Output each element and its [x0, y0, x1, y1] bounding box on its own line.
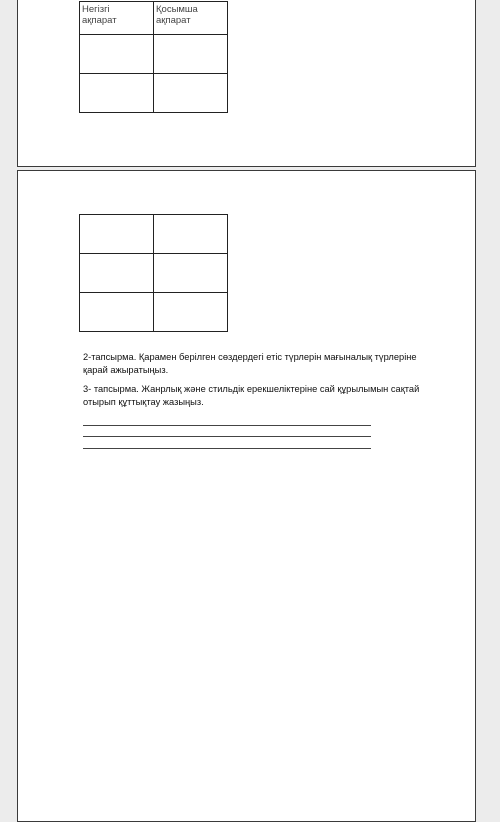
table-cell[interactable] [154, 215, 228, 254]
worksheet-page-2 [17, 170, 476, 822]
table-cell[interactable] [154, 254, 228, 293]
table-row [80, 293, 228, 332]
table-cell[interactable] [80, 74, 154, 113]
table-row [80, 74, 228, 113]
table-row [80, 35, 228, 74]
header-main-info-label: Негізгі ақпарат [82, 4, 117, 26]
table-cell[interactable] [80, 293, 154, 332]
worksheet-page-1 [17, 0, 476, 167]
task-3-instruction: 3- тапсырма. Жанрлық және стильдік ерекшеліктеріне сай құрылымын сақтай отырып құттықтау жазыңыз. [83, 384, 420, 407]
table-cell[interactable] [80, 254, 154, 293]
table-cell[interactable] [154, 35, 228, 74]
table-header-row [80, 2, 228, 35]
task-2-instruction: 2-тапсырма. Қарамен берілген сөздердегі етіс түрлерін мағыналық түрлеріне қарай ажыратыңыз. [83, 352, 417, 375]
table-cell[interactable] [154, 293, 228, 332]
table-row [80, 215, 228, 254]
info-table [79, 1, 228, 113]
empty-grid-table [79, 214, 228, 332]
table-cell[interactable] [154, 74, 228, 113]
answer-line[interactable] [83, 425, 371, 426]
table-cell[interactable] [80, 35, 154, 74]
header-cell-extra-info [154, 2, 228, 35]
answer-line[interactable] [83, 448, 371, 449]
header-extra-info-label: Қосымша ақпарат [156, 4, 198, 26]
table-cell[interactable] [80, 215, 154, 254]
answer-line[interactable] [83, 436, 371, 437]
table-row [80, 254, 228, 293]
header-cell-main-info [80, 2, 154, 35]
